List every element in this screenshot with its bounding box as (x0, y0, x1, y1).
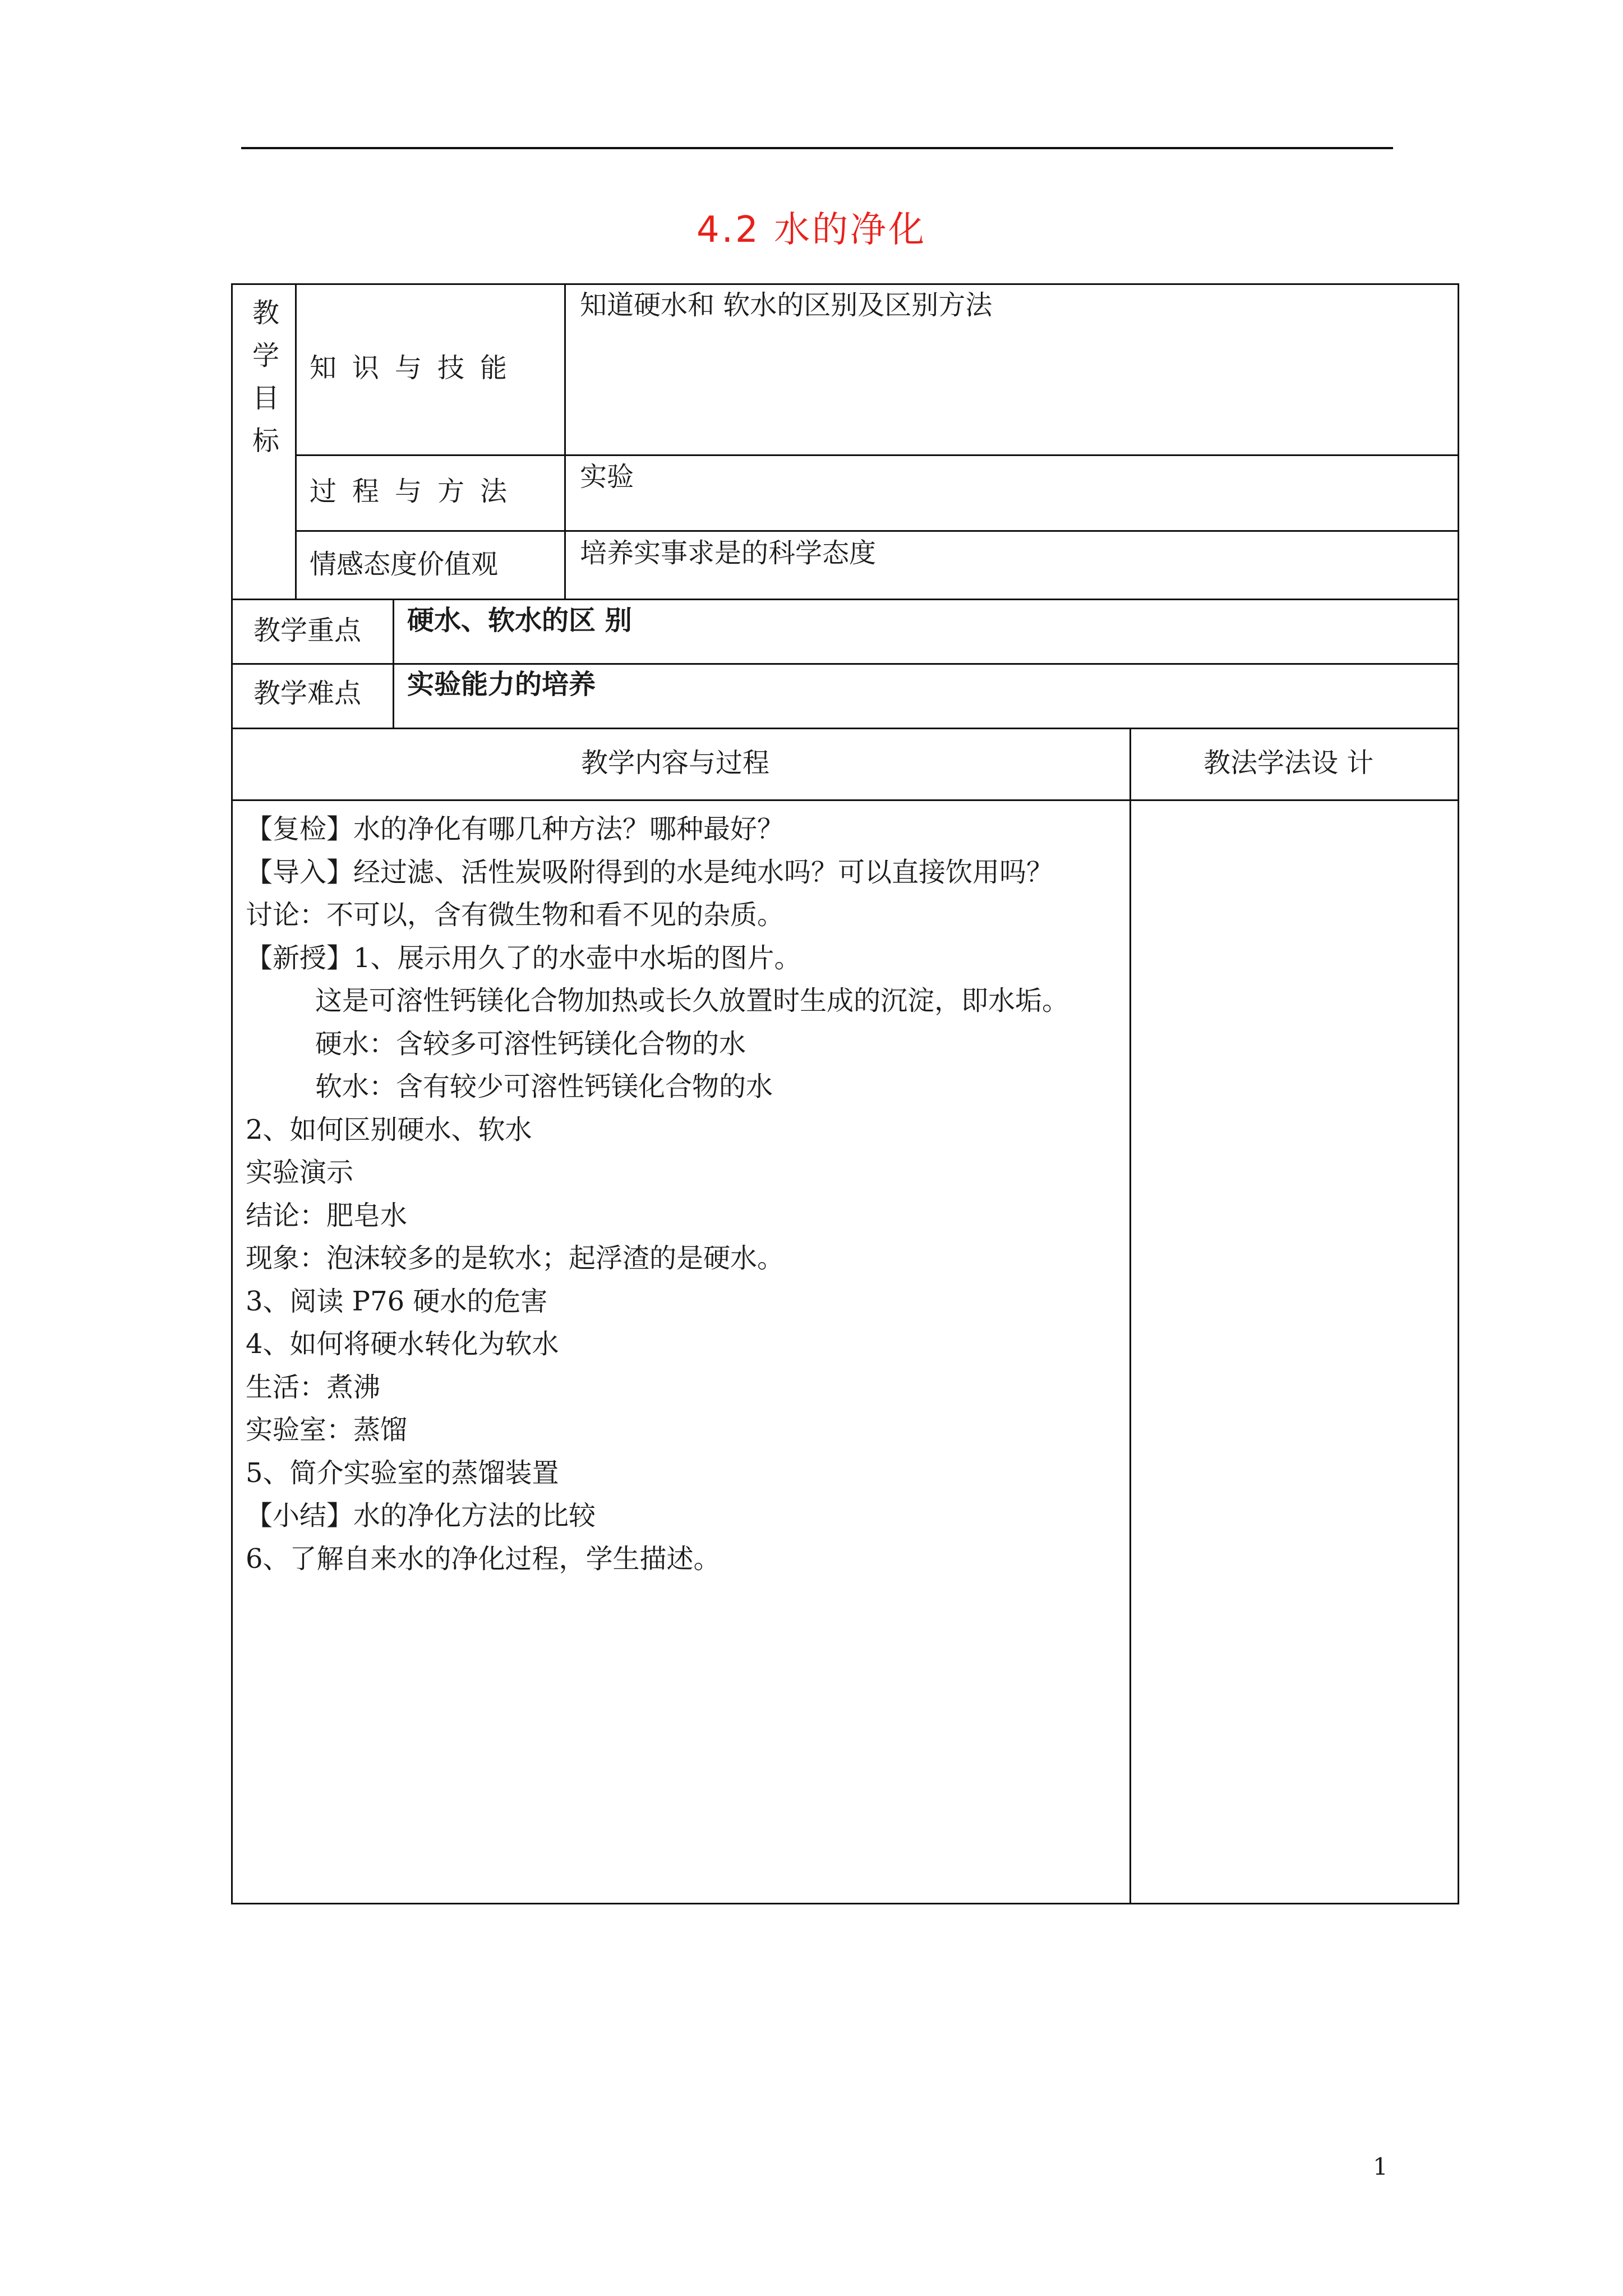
content-line: 讨论：不可以，含有微生物和看不见的杂质。 (246, 899, 785, 931)
column-divider (295, 283, 297, 599)
content-line: 【导入】经过滤、活性炭吸附得到的水是纯水吗？可以直接饮用吗？ (246, 856, 1054, 888)
objective-value-attitude: 培养实事求是的科学态度 (580, 537, 877, 569)
column-divider (393, 599, 394, 728)
key-point-value: 硬水、软水的区 别 (407, 605, 632, 636)
row-divider (231, 728, 1459, 729)
content-line: 这是可溶性钙镁化合物加热或长久放置时生成的沉淀，即水垢。 (315, 985, 1069, 1016)
objectives-group-label: 教学目标 (252, 297, 280, 457)
document-title: 4.2 水的净化 (696, 209, 927, 251)
objective-value-process: 实验 (580, 461, 634, 493)
content-line: 现象：泡沫较多的是软水；起浮渣的是硬水。 (246, 1243, 785, 1274)
row-divider (231, 599, 1459, 600)
content-line: 实验室：蒸馏 (246, 1414, 408, 1446)
content-line: 生活：煮沸 (246, 1371, 381, 1403)
difficulty-label: 教学难点 (253, 678, 362, 709)
content-line: 软水：含有较少可溶性钙镁化合物的水 (315, 1071, 773, 1102)
content-line: 【新授】1、展示用久了的水壶中水垢的图片。 (246, 942, 801, 974)
objective-label-process: 过程与方法 (310, 476, 523, 507)
content-line: 实验演示 (246, 1157, 354, 1188)
row-divider (295, 454, 1459, 456)
content-line: 5、简介实验室的蒸馏装置 (246, 1457, 559, 1489)
key-point-label: 教学重点 (253, 615, 362, 646)
method-column-header: 教法学法设 计 (1204, 747, 1374, 779)
content-line: 结论：肥皂水 (246, 1199, 408, 1231)
row-divider (231, 799, 1459, 801)
objective-label-attitude: 情感态度价值观 (310, 549, 499, 580)
objective-label-knowledge: 知识与技能 (310, 352, 523, 384)
content-line: 硬水：含较多可溶性钙镁化合物的水 (315, 1028, 746, 1060)
content-line: 3、阅读 P76 硬水的危害 (246, 1285, 548, 1317)
content-column-header: 教学内容与过程 (581, 747, 770, 779)
page-number: 1 (1373, 2153, 1388, 2180)
content-line: 6、了解自来水的净化过程，学生描述。 (246, 1543, 721, 1575)
row-divider (231, 663, 1459, 665)
row-divider (295, 530, 1459, 532)
header-rule (241, 147, 1393, 149)
content-line: 2、如何区别硬水、软水 (246, 1114, 532, 1145)
difficulty-value: 实验能力的培养 (407, 669, 596, 700)
objective-value-knowledge: 知道硬水和 软水的区别及区别方法 (580, 289, 993, 321)
content-line: 【复检】水的净化有哪几种方法？哪种最好？ (246, 813, 785, 845)
content-line: 【小结】水的净化方法的比较 (246, 1500, 596, 1531)
column-divider (564, 283, 566, 599)
lesson-content (246, 808, 1132, 1580)
content-line: 4、如何将硬水转化为软水 (246, 1328, 559, 1360)
